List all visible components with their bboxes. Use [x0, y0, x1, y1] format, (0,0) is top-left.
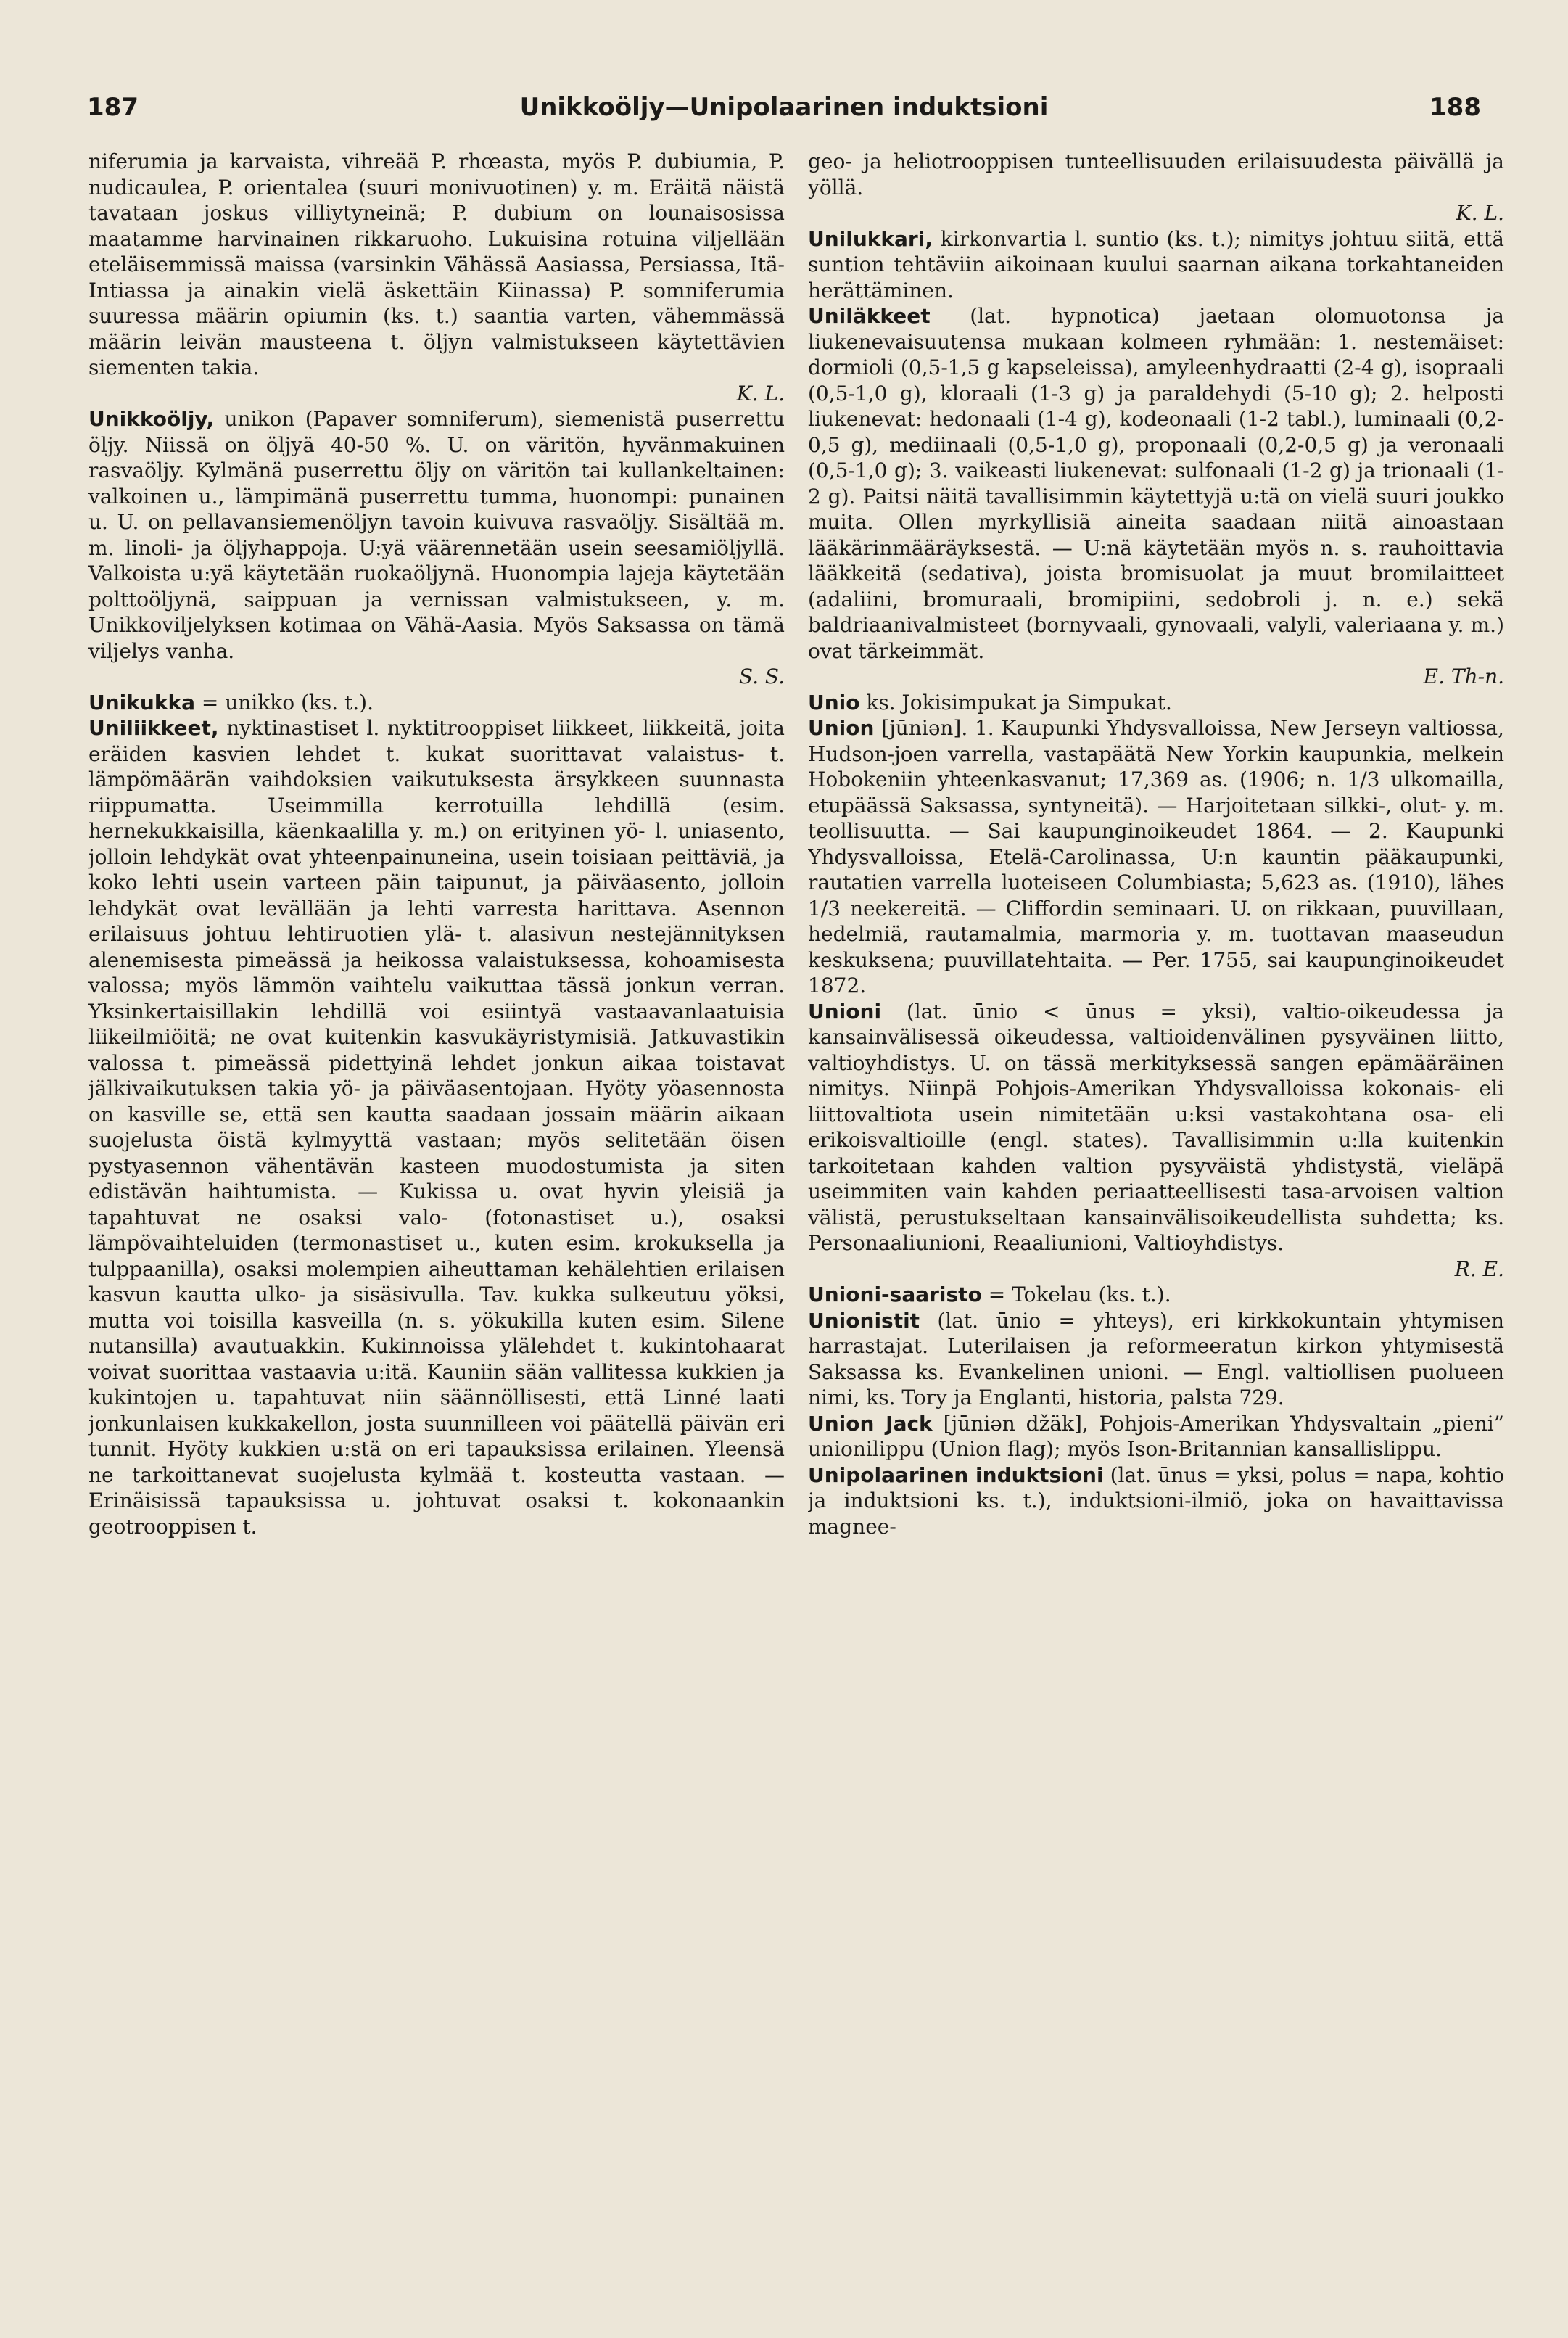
entry-headword: Uniläkkeet — [808, 304, 931, 328]
entry-signature: S. S. — [738, 664, 785, 688]
entry-text: ks. Jokisimpukat ja Simpukat. — [866, 690, 1172, 715]
entry-headword: Unioni-saaristo — [808, 1283, 982, 1306]
entry — [88, 715, 785, 1539]
entry-signature: K. L. — [736, 381, 785, 406]
entry-signature: K. L. — [1456, 201, 1504, 225]
entry-text: geo- ja heliotrooppisen tunteellisuuden erilaisuudesta päivällä ja yöllä. — [808, 149, 1504, 199]
page-number-left: 187 — [87, 93, 139, 122]
entry — [808, 999, 1504, 1283]
entry-text: nyktinastiset l. nyktitrooppiset liikkeet, liikkeitä, joita eräiden kasvien lehdet t. kukat suorittavat valaistus- t. lämpömäärän vaihdoksien vaikutuksesta ärsykkeen suunnasta riippumatta. Useimmilla kerrotuilla lehdillä (esim. hernekukkaisilla, käenkaalilla y. m.) on erityinen yö- l. uniasento, jolloin lehdykät ovat yhteenpainuneina, usein toisiaan peittäviä, ja koko lehti usein varteen päin taipunut, ja päiväasento, jolloin lehdykät ovat levällään ja lehti varresta harittava. Asennon erilaisuus johtuu lehtiruotien ylä- t. alasivun nestejännityksen alenemisesta pimeässä ja heikossa valaistuksessa, kohoamisesta valossa; myös lämmön vaihtelu vaikuttaa tässä jonkun verran. Yksinkertaisillakin lehdillä voi esiintyä vastaavanlaatuisia liikeilmiöitä; ne ovat kuitenkin kasvukäyristymisiä. Jatkuvastikin valossa t. pimeässä pidettyinä lehdet jonkun aikaa toistavat jälkivaikutuksen takia yö- ja päiväasentojaan. Hyöty yöasennosta on kasville se, että sen kautta saadaan jossain määrin aikaan suojelusta öistä kylmyyttä vastaan; myös selitetään öisen pystyasennon vähentävän kasteen muodostumista ja siten edistävän haihtumista. — Kukissa u. ovat hyvin yleisiä ja tapahtuvat ne osaksi valo- (fotonastiset u.), osaksi lämpövaihteluiden (termonastiset u., kuten esim. krokuksella ja tulppaanilla), osaksi molempien aiheuttaman kehälehtien erilaisen kasvun kautta ulko- ja sisäsivulla. Tav. kukka sulkeutuu yöksi, mutta voi toisilla kasveilla (n. s. yökukilla kuten esim. Silene nutansilla) avautuakkin. Kukinnoissa ylälehdet t. kukintohaarat voivat suorittaa vastaavia u:itä. Kauniin sään vallitessa kukkien ja kukintojen u. tapahtuvat niin säännöllisesti, että Linné laati jonkunlaisen kukkakellon, josta suunnilleen voi päätellä päivän eri tunnit. Hyöty kukkien u:stä on eri tapauksissa erilainen. Yleensä ne tarkoittanevat suojelusta kylmää t. kosteutta vastaan. — Erinäisissä tapauksissa u. johtuvat osaksi t. kokonaankin geotrooppisen t. — [88, 716, 785, 1539]
running-title: Unikkoöljy—Unipolaarinen induktsioni — [519, 93, 1049, 122]
left-column — [88, 149, 785, 2310]
entry-headword: Unioni — [808, 999, 882, 1024]
entry-headword: Union Jack — [808, 1411, 933, 1436]
entry-text: niferumia ja karvaista, vihreää P. rhœasta, myös P. dubiumia, P. nudicaulea, P. orientalea (suuri monivuotinen) y. m. Eräitä näistä tavataan joskus villiytyneinä; P. dubium on lounaisosissa maatamme harvinainen rikkaruoho. Lukuisina rotuina viljellään eteläisemmissä maissa (varsinkin Vähässä Aasiassa, Persiassa, Itä-Intiassa ja ainakin vielä äskettäin Kiinassa) P. somniferumia suuressa määrin opiumin (ks. t.) saantia varten, vähemmässä määrin leivän mausteena t. öljyn valmistukseen käytettävien siementen takia. — [88, 149, 785, 379]
entry — [88, 149, 785, 406]
entry — [808, 303, 1504, 690]
entry — [808, 149, 1504, 226]
right-column — [808, 149, 1504, 2310]
entry-text: = Tokelau (ks. t.). — [988, 1283, 1171, 1306]
entry-text: (lat. hypnotica) jaetaan olomuotonsa ja liukenevaisuutensa mukaan kolmeen ryhmään: 1. nestemäiset: dormioli (0,5-1,5 g kapseleissa), amyleenhydraatti (2-4 g), isopraali (0,5-1,0 g), kloraali (1-3 g) ja paraldehydi (5-10 g); 2. helposti liukenevat: hedonaali (1-4 g), kodeonaali (1-2 tabl.), luminaali (0,2-0,5 g), mediinaali (0,5-1,0 g), proponaali (0,2-0,5 g) ja veronaali (0,5-1,0 g); 3. vaikeasti liukenevat: sulfonaali (1-2 g) ja trionaali (1-2 g). Paitsi näitä tavallisimmin käytettyjä u:tä on vielä suuri joukko muita. Ollen myrkyllisiä aineita saadaan niitä ainoastaan lääkärinmääräyksestä. — U:nä käytetään myös n. s. rauhoittavia lääkkeitä (sedativa), joista bromisuolat ja muut bromilaitteet (adaliini, bromuraali, bromipiini, sedobroli j. n. e.) sekä baldriaanivalmisteet (bornyvaali, gynovaali, valyli, valeriaana y. m.) ovat tärkeimmät. — [808, 304, 1504, 663]
entry — [808, 715, 1504, 999]
entry-text: (lat. ūnio = yhteys), eri kirkkokuntain yhtymisen harrastajat. Luterilaisen ja reformeeratun kirkon yhtymisestä Saksassa ks. Evankelinen unioni. — Engl. valtiollisen puolueen nimi, ks. Tory ja Englanti, historia, palsta 729. — [808, 1308, 1504, 1409]
entry-text: [jūniən]. 1. Kaupunki Yhdysvalloissa, New Jerseyn valtiossa, Hudson-joen varrella, vastapäätä New Yorkin kaupunkia, melkein Hobokeniin yhteenkasvanut; 17,369 as. (1906; n. 1/3 ulkomailla, etupäässä Saksassa, syntyneitä). — Harjoitetaan silkki-, olut- y. m. teollisuutta. — Sai kaupunginoikeudet 1864. — 2. Kaupunki Yhdysvalloissa, Etelä-Carolinassa, U:n kauntin pääkaupunki, rautatien varrella luoteiseen Columbiasta; 5,623 as. (1910), lähes 1/3 neekereitä. — Cliffordin seminaari. U. on rikkaan, puuvillaan, hedelmiä, rautamalmia, marmoria y. m. tuottavan maaseudun keskuksena; puuvillatehtaita. — Per. 1755, sai kaupunginoikeudet 1872. — [808, 716, 1504, 997]
entry-text: (lat. ūnio < ūnus = yksi), valtio-oikeudessa ja kansainvälisessä oikeudessa, valtioidenvälinen pysyväinen liitto, valtioyhdistys. U. on tässä merkityksessä sangen epämääräinen nimitys. Niinpä Pohjois-Amerikan Yhdysvalloissa kokonais- eli liittovaltiota usein nimitetään u:ksi vastakohtana osa- eli erikoisvaltioille (engl. states). Tavallisimmin u:lla kuitenkin tarkoitetaan kahden valtion pysyväistä yhdistystä, vieläpä useimmiten vain kahden periaatteellisesti tasa-arvoisen valtion välistä, perustukseltaan kansainvälisoikeudellista suhdetta; ks. Personaaliunioni, Reaaliunioni, Valtioyhdistys. — [808, 999, 1504, 1255]
entry-headword: Unikukka — [88, 690, 195, 715]
entry-headword: Unio — [808, 690, 860, 715]
entry — [808, 1282, 1504, 1308]
entry — [808, 1411, 1504, 1462]
entry — [808, 690, 1504, 716]
entry-headword: Unipolaarinen induktsioni — [808, 1462, 1104, 1487]
entry-headword: Union — [808, 716, 875, 740]
entry-headword: Uniliikkeet, — [88, 716, 219, 740]
entry-headword: Unilukkari, — [808, 226, 933, 251]
entry — [808, 1462, 1504, 1540]
page-header — [87, 93, 1481, 133]
entry — [88, 406, 785, 690]
entry-text: (lat. ūnus = yksi, polus = napa, kohtio ja induktsioni ks. t.), induktsioni-ilmiö, joka on havaittavissa magnee- — [808, 1462, 1504, 1539]
entry — [808, 1308, 1504, 1411]
entry-text: kirkonvartia l. suntio (ks. t.); nimitys johtuu siitä, että suntion tehtäviin aikoinaan kuului saarnan aikana torkahtaneiden herättäminen. — [808, 226, 1504, 302]
entry-text: = unikko (ks. t.). — [201, 690, 374, 715]
entry — [88, 690, 785, 716]
entry-signature: E. Th-n. — [1423, 664, 1504, 688]
entry-signature: R. E. — [1454, 1256, 1504, 1281]
entry-headword: Unionistit — [808, 1308, 920, 1333]
entry-text: unikon (Papaver somniferum), siemenistä puserrettu öljy. Niissä on öljyä 40-50 %. U. on väritön, hyvänmakuinen rasvaöljy. Kylmänä puserrettu öljy on väritön tai kullankeltainen: valkoinen u., lämpimänä puserrettu tumma, huonompi: punainen u. U. on pellavansiemenöljyn tavoin kuivuva rasvaöljy. Sisältää m. m. linoli- ja öljyhappoja. U:yä väärennetään usein seesamiöljyllä. Valkoista u:yä käytetään ruokaöljynä. Huonompia lajeja käytetään polttoöljynä, saippuan ja vernissan valmistukseen, y. m. Unikkoviljelyksen kotimaa on Vähä-Aasia. Myös Saksassa on tämä viljelys vanha. — [88, 407, 785, 663]
entry-text: [jūniən džäk], Pohjois-Amerikan Yhdysvaltain „pieni” unionilippu (Union flag); myös Ison-Britannian kansallislippu. — [808, 1411, 1504, 1461]
entry — [808, 226, 1504, 304]
page-number-right: 188 — [1429, 93, 1481, 122]
entry-headword: Unikkoöljy, — [88, 407, 215, 431]
